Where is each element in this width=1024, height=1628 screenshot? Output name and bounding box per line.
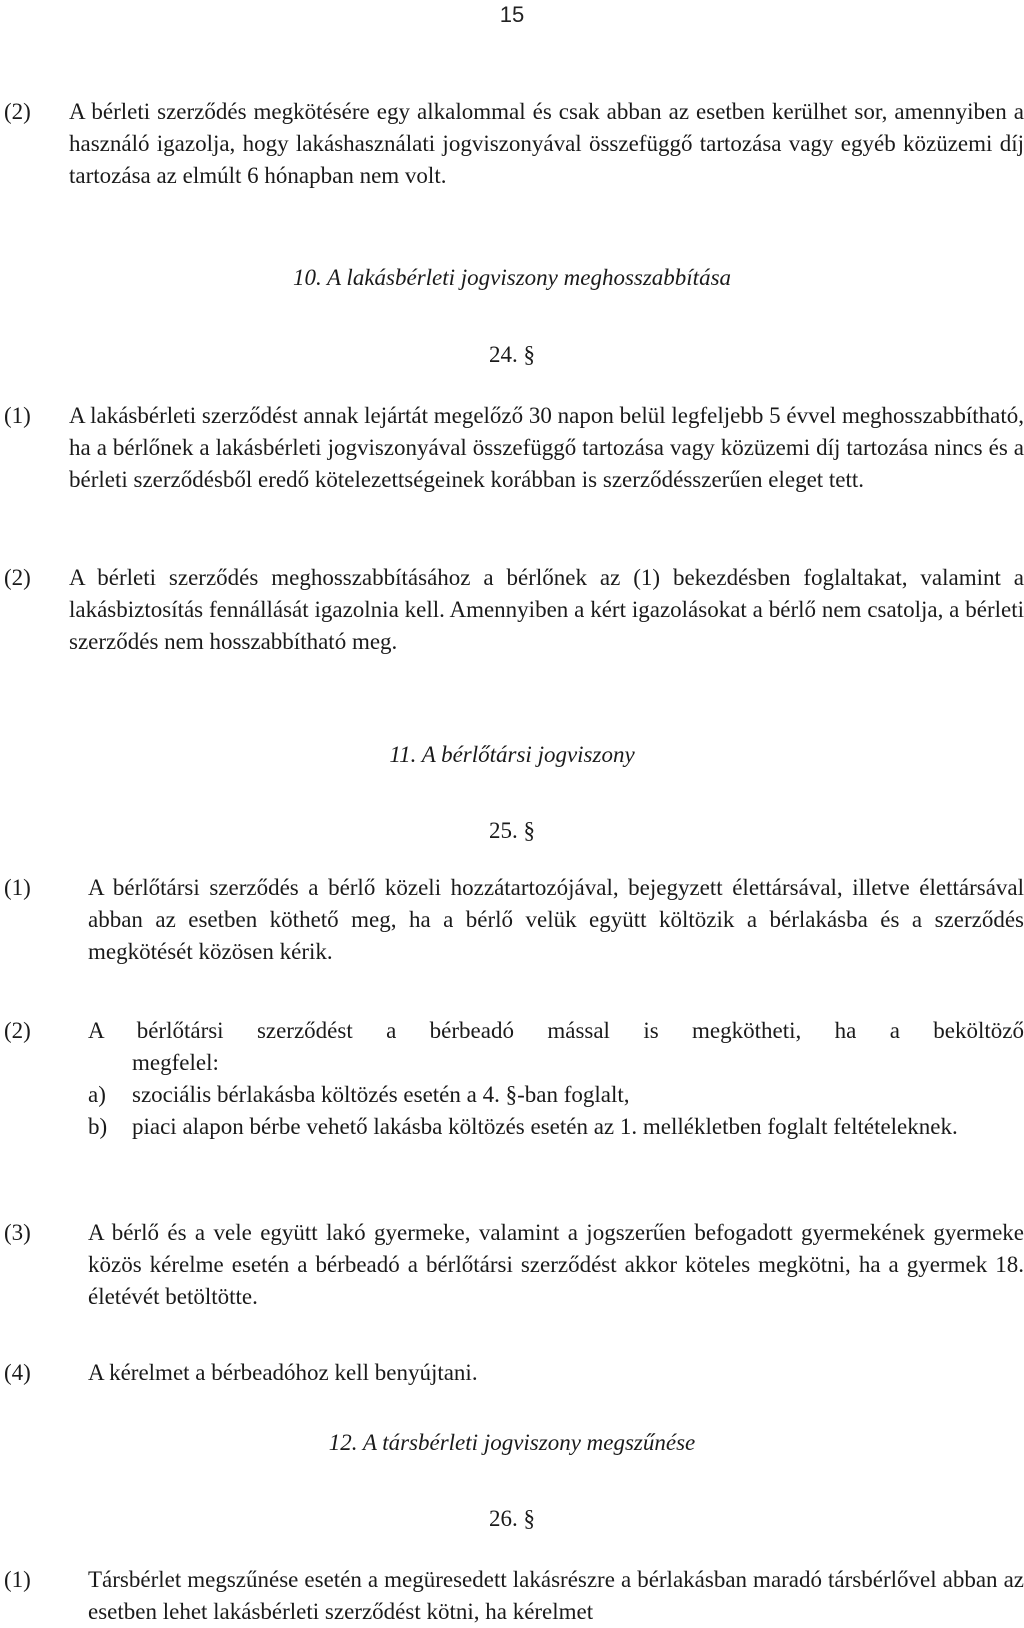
paragraph-number: (1) [4, 403, 31, 428]
paragraph-text: A bérlőtársi szerződés a bérlő közeli hozzátartozójával, bejegyzett élettársával, illetve élettársával abban az esetben köthető meg, ha a bérlő velük együtt költözik a bérlakásba és a szerződés megkötését közösen kérik. [88, 875, 1024, 964]
paragraph-number: (1) [4, 875, 31, 900]
list-item-letter: a) [88, 1082, 106, 1107]
page-number: 15 [499, 2, 525, 27]
list-item-text: szociális bérlakásba költözés esetén a 4. §-ban foglalt, [132, 1082, 630, 1107]
section-sign-26: 26. § [489, 1506, 535, 1531]
list-item-letter: b) [88, 1114, 108, 1139]
paragraph-text: A lakásbérleti szerződést annak lejártát megelőző 30 napon belül legfeljebb 5 évvel meghosszabbítható, ha a bérlőnek a lakásbérleti jogviszonyával összefüggő tartozása vagy közüzemi díj tartozása nincs és a bérleti szerződésből eredő kötelezettségeinek korábban is szerződésszerűen eleget tett. [69, 403, 1024, 492]
paragraph-continuation: megfelel: [132, 1050, 219, 1075]
paragraph-number: (2) [4, 99, 31, 124]
paragraph-number: (2) [4, 1018, 31, 1043]
section-sign-25: 25. § [489, 818, 535, 843]
paragraph-25-2-intro [88, 1015, 1024, 1079]
paragraph-text: A bérlő és a vele együtt lakó gyermeke, valamint a jogszerűen befogadott gyermekének gyermeke közös kérelme esetén a bérbeadó a bérlőtársi szerződést akkor köteles megkötni, ha a gyermek 18. életévét betöltötte. [88, 1220, 1024, 1309]
paragraph-number: (3) [4, 1220, 31, 1245]
paragraph-text: A bérleti szerződés meghosszabbításához a bérlőnek az (1) bekezdésben foglaltakat, valamint a lakásbiztosítás fennállását igazolnia kell. Amennyiben a kért igazolásokat a bérlő nem csatolja, a bérleti szerződés nem hosszabbítható meg. [69, 565, 1024, 654]
paragraph-lead: A bérlőtársi szerződést a bérbeadó mással is megkötheti, ha a beköltöző [88, 1018, 1024, 1043]
section-sign-24: 24. § [489, 342, 535, 367]
paragraph-text: Társbérlet megszűnése esetén a megüresedett lakásrészre a bérlakásban maradó társbérlővel abban az esetben lehet lakásbérleti szerződést kötni, ha kérelmet [88, 1567, 1024, 1624]
paragraph-number: (4) [4, 1360, 31, 1385]
section-heading-12: 12. A társbérleti jogviszony megszűnése [328, 1430, 696, 1455]
paragraph-number: (2) [4, 565, 31, 590]
paragraph-text: A kérelmet a bérbeadóhoz kell benyújtani. [88, 1360, 478, 1385]
paragraph-text: A bérleti szerződés megkötésére egy alkalommal és csak abban az esetben kerülhet sor, amennyiben a használó igazolja, hogy lakáshasználati jogviszonyával összefüggő tartozása vagy egyéb közüzemi díj tartozása az elmúlt 6 hónapban nem volt. [69, 99, 1024, 188]
section-heading-10: 10. A lakásbérleti jogviszony meghosszabbítása [292, 265, 732, 290]
list-item-text: piaci alapon bérbe vehető lakásba költözés esetén az 1. mellékletben foglalt feltételeknek. [132, 1114, 958, 1139]
paragraph-number: (1) [4, 1567, 31, 1592]
section-heading-11: 11. A bérlőtársi jogviszony [389, 742, 635, 767]
